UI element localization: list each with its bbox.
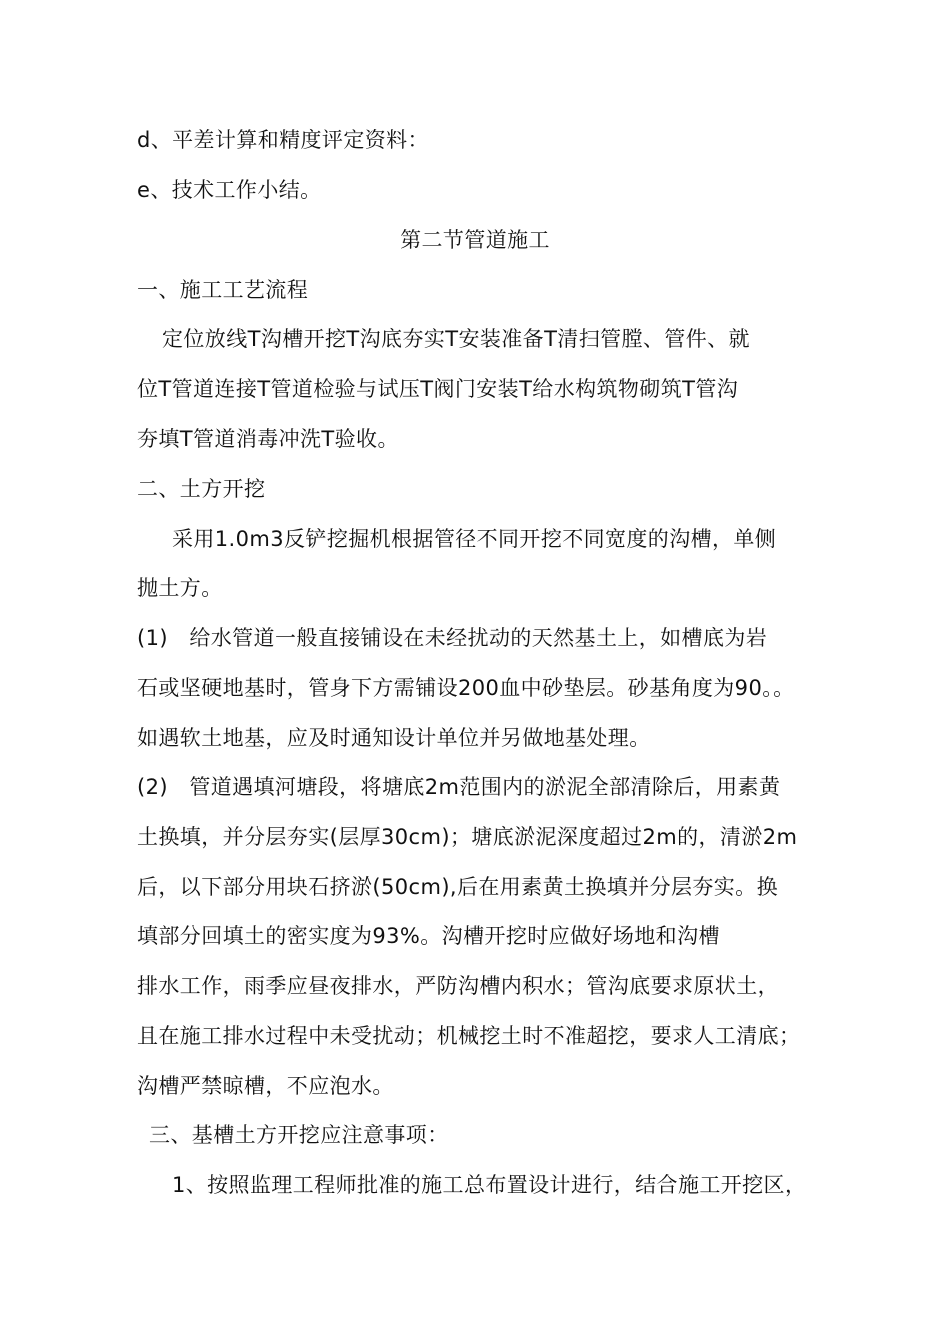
list-item-e: e、技术工作小结。 <box>137 178 322 202</box>
paragraph-line: 采用1.0m3反铲挖掘机根据管径不同开挖不同宽度的沟槽，单侧 <box>172 527 777 551</box>
heading-excavation-notes: 三、基槽土方开挖应注意事项： <box>149 1123 449 1147</box>
list-item-note-1: 1、按照监理工程师批准的施工总布置设计进行，结合施工开挖区， <box>172 1173 807 1197</box>
paragraph-line: 位T管道连接T管道检验与试压T阀门安装T给水构筑物砌筑T管沟 <box>137 377 739 401</box>
paragraph-line: 如遇软土地基，应及时通知设计单位并另做地基处理。 <box>137 726 651 750</box>
paragraph-line: 后，以下部分用块石挤淤(50cm),后在用素黄土换填并分层夯实。换 <box>137 875 778 899</box>
list-item-d: d、平差计算和精度评定资料： <box>137 128 429 152</box>
paragraph-line: 排水工作，雨季应昼夜排水，严防沟槽内积水；管沟底要求原状土， <box>137 974 779 998</box>
section-title: 第二节管道施工 <box>400 228 550 252</box>
paragraph-line: 填部分回填土的密实度为93%。沟槽开挖时应做好场地和沟槽 <box>137 924 720 948</box>
paragraph-line: 沟槽严禁晾槽，不应泡水。 <box>137 1074 394 1098</box>
list-item-2: (2) 管道遇填河塘段，将塘底2m范围内的淤泥全部清除后，用素黄 <box>137 775 781 799</box>
paragraph-line: 抛土方。 <box>137 576 223 600</box>
paragraph-line: 土换填，并分层夯实(层厚30cm)；塘底淤泥深度超过2m的，清淤2m <box>137 825 798 849</box>
heading-process-flow: 一、施工工艺流程 <box>137 278 309 302</box>
paragraph-line: 夯填T管道消毒冲洗T验收。 <box>137 427 399 451</box>
paragraph-line: 石或坚硬地基时，管身下方需铺设200血中砂垫层。砂基角度为90。。 <box>137 676 795 700</box>
paragraph-line: 且在施工排水过程中未受扰动；机械挖土时不准超挖，要求人工清底； <box>137 1024 801 1048</box>
paragraph-line: 定位放线T沟槽开挖T沟底夯实T安装准备T清扫管膛、管件、就 <box>162 327 750 351</box>
list-item-1: (1) 给水管道一般直接铺设在未经扰动的天然基土上，如槽底为岩 <box>137 626 768 650</box>
heading-earthwork: 二、土方开挖 <box>137 477 266 501</box>
